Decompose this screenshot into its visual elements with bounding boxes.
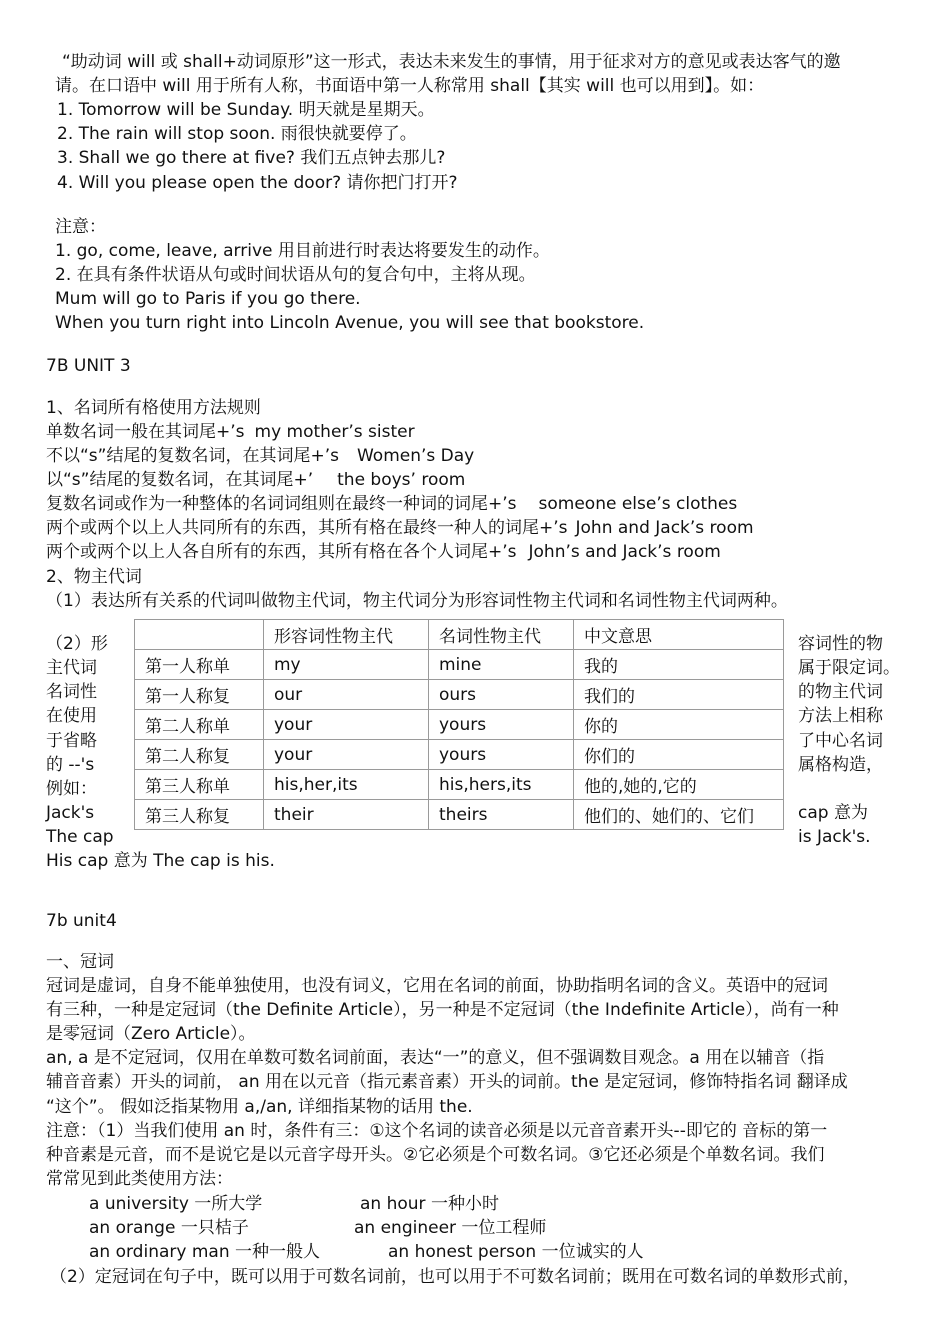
rule-example: Women’s Day <box>356 446 475 466</box>
rule-text: 复数名词或作为一种整体的名词词组则在最终一种词的词尾+’s <box>46 494 517 514</box>
rule-example: my mother’s sister <box>254 422 415 442</box>
table-cell: 第三人称复 <box>135 800 264 830</box>
paragraph-line: 注意：（1）当我们使用 an 时，条件有三：①这个名词的读音必须是以元音音素开头--即它的 音标的第一 <box>46 1121 828 1141</box>
table-cell: 第一人称复 <box>135 680 264 710</box>
table-cell: my <box>264 650 429 680</box>
table-row <box>135 770 784 800</box>
example-line: 1. Tomorrow will be Sunday. 明天就是星期天。 <box>57 100 435 120</box>
paragraph-line: （1）表达所有关系的代词叫做物主代词，物主代词分为形容词性物主代词和名词性物主代词两种。 <box>46 591 788 611</box>
rule-example: someone else’s clothes <box>538 494 738 514</box>
rule-text: 不以“s”结尾的复数名词，在其词尾+’s <box>46 446 339 466</box>
paragraph-line: （2）定冠词在句子中，既可以用于可数名词前，也可以用于不可数名词前；既用在可数名词的单数形式前， <box>50 1267 860 1287</box>
table-cell: 第二人称单 <box>135 710 264 740</box>
rule-text: 单数名词一般在其词尾+’s <box>46 422 245 442</box>
paragraph-line: 有三种，一种是定冠词（the Definite Article），另一种是不定冠词（the Indefinite Article），尚有一种 <box>46 1000 839 1020</box>
table-cell: yours <box>429 740 574 770</box>
left-column-line: 于省略 <box>46 731 97 751</box>
left-column-line: 例如： <box>46 779 97 799</box>
left-column-line: Jack's <box>46 803 95 823</box>
rule-line <box>46 420 415 444</box>
table-row <box>135 680 784 710</box>
table-header-cell: 形容词性物主代 <box>264 620 429 650</box>
table-cell: their <box>264 800 429 830</box>
left-column-line: 在使用 <box>46 706 97 726</box>
table-cell: ours <box>429 680 574 710</box>
subsection-title: 2、物主代词 <box>46 567 142 587</box>
paragraph-line: 常常见到此类使用方法： <box>46 1169 233 1189</box>
note-line: When you turn right into Lincoln Avenue, you will see that bookstore. <box>55 313 645 333</box>
example-line: 2. The rain will stop soon. 雨很快就要停了。 <box>57 124 417 144</box>
left-column-line: 主代词 <box>46 658 97 678</box>
example-item: an honest person 一位诚实的人 <box>388 1242 644 1262</box>
right-column-line: 了中心名词 <box>798 731 883 751</box>
rule-line <box>46 444 474 468</box>
table-header-cell: 名词性物主代 <box>429 620 574 650</box>
rule-example: John and Jack’s room <box>575 518 754 538</box>
rule-example: the boys’ room <box>337 470 466 490</box>
note-line: Mum will go to Paris if you go there. <box>55 289 361 309</box>
left-column-line: （2）形 <box>46 634 108 654</box>
rule-line <box>46 516 754 540</box>
paragraph-line: 冠词是虚词，自身不能单独使用，也没有词义，它用在名词的前面，协助指明名词的含义。英语中的冠词 <box>46 976 828 996</box>
table-cell: mine <box>429 650 574 680</box>
intro-line: “助动词 will 或 shall+动词原形”这一形式，表达未来发生的事情，用于征求对方的意见或表达客气的邀 <box>62 52 841 72</box>
left-column-line: 的 --'s <box>46 755 95 775</box>
left-column-line: The cap <box>46 827 114 847</box>
right-column-line: 容词性的物 <box>798 634 883 654</box>
rule-line <box>46 492 737 516</box>
right-column-line: is Jack's. <box>798 827 871 847</box>
example-item: a university 一所大学 <box>89 1194 263 1214</box>
example-item: an ordinary man 一种一般人 <box>89 1242 321 1262</box>
right-column-line: 属于限定词。 <box>798 658 900 678</box>
table-cell: his,her,its <box>264 770 429 800</box>
right-column-line: 的物主代词 <box>798 682 883 702</box>
table-header-cell <box>135 620 264 650</box>
table-row <box>135 650 784 680</box>
right-column-line: 属格构造， <box>798 755 883 775</box>
table-cell: 我的 <box>574 650 784 680</box>
table-row <box>135 800 784 830</box>
rule-line <box>46 540 721 564</box>
note-title: 注意： <box>55 217 106 237</box>
rule-text: 以“s”结尾的复数名词，在其词尾+’ <box>46 470 314 490</box>
subsection-title: 一、冠词 <box>46 952 114 972</box>
subsection-title: 1、名词所有格使用方法规则 <box>46 398 261 418</box>
table-header-row <box>135 620 784 650</box>
table-cell: your <box>264 710 429 740</box>
rule-text: 两个或两个以上人各自所有的东西，其所有格在各个人词尾+’s <box>46 542 517 562</box>
paragraph-line: 是零冠词（Zero Article）。 <box>46 1024 256 1044</box>
table-cell: 他们的、她们的、它们 <box>574 800 784 830</box>
paragraph-line: an, a 是不定冠词，仅用在单数可数名词前面，表达“一”的意义，但不强调数目观念。a 用在以辅音（指 <box>46 1048 825 1068</box>
example-line: 3. Shall we go there at five? 我们五点钟去那儿? <box>57 148 446 168</box>
table-cell: 他的,她的,它的 <box>574 770 784 800</box>
note-line: 2. 在具有条件状语从句或时间状语从句的复合句中，主将从现。 <box>55 265 536 285</box>
table-cell: 你的 <box>574 710 784 740</box>
note-line: 1. go, come, leave, arrive 用目前进行时表达将要发生的动作。 <box>55 241 550 261</box>
paragraph-line: 辅音音素）开头的词前， an 用在以元音（指元素音素）开头的词前。the 是定冠词，修饰特指名词 翻译成 <box>46 1072 848 1092</box>
table-cell: your <box>264 740 429 770</box>
section-heading: 7B UNIT 3 <box>46 356 131 376</box>
section-heading: 7b unit4 <box>46 911 117 931</box>
paragraph-line: 种音素是元音，而不是说它是以元音字母开头。②它必须是个可数名词。③它还必须是个单数名词。我们 <box>46 1145 825 1165</box>
rule-line <box>46 468 465 492</box>
example-line: 4. Will you please open the door? 请你把门打开? <box>57 173 458 193</box>
left-column-line: 名词性 <box>46 682 97 702</box>
table-header-cell: 中文意思 <box>574 620 784 650</box>
example-item: an hour 一种小时 <box>360 1194 499 1214</box>
right-column-line: cap 意为 <box>798 803 868 823</box>
table-cell: his,hers,its <box>429 770 574 800</box>
table-cell: 第二人称复 <box>135 740 264 770</box>
intro-line: 请。在口语中 will 用于所有人称，书面语中第一人称常用 shall【其实 will 也可以用到】。如： <box>55 76 765 96</box>
table-cell: theirs <box>429 800 574 830</box>
example-item: an orange 一只桔子 <box>89 1218 249 1238</box>
table-cell: 你们的 <box>574 740 784 770</box>
table-cell: 第一人称单 <box>135 650 264 680</box>
rule-text: 两个或两个以上人共同所有的东西，其所有格在最终一种人的词尾+’s <box>46 518 568 538</box>
example-item: an engineer 一位工程师 <box>354 1218 547 1238</box>
paragraph-line: “这个”。 假如泛指某物用 a,/an, 详细指某物的话用 the. <box>46 1097 473 1117</box>
table-cell: 我们的 <box>574 680 784 710</box>
table-cell: yours <box>429 710 574 740</box>
rule-example: John’s and Jack’s room <box>528 542 721 562</box>
table-cell: our <box>264 680 429 710</box>
table-cell: 第三人称单 <box>135 770 264 800</box>
possessive-pronoun-table <box>134 619 784 830</box>
paragraph-line: His cap 意为 The cap is his. <box>46 851 275 871</box>
right-column-line: 方法上相称 <box>798 706 883 726</box>
table-row <box>135 710 784 740</box>
table-row <box>135 740 784 770</box>
